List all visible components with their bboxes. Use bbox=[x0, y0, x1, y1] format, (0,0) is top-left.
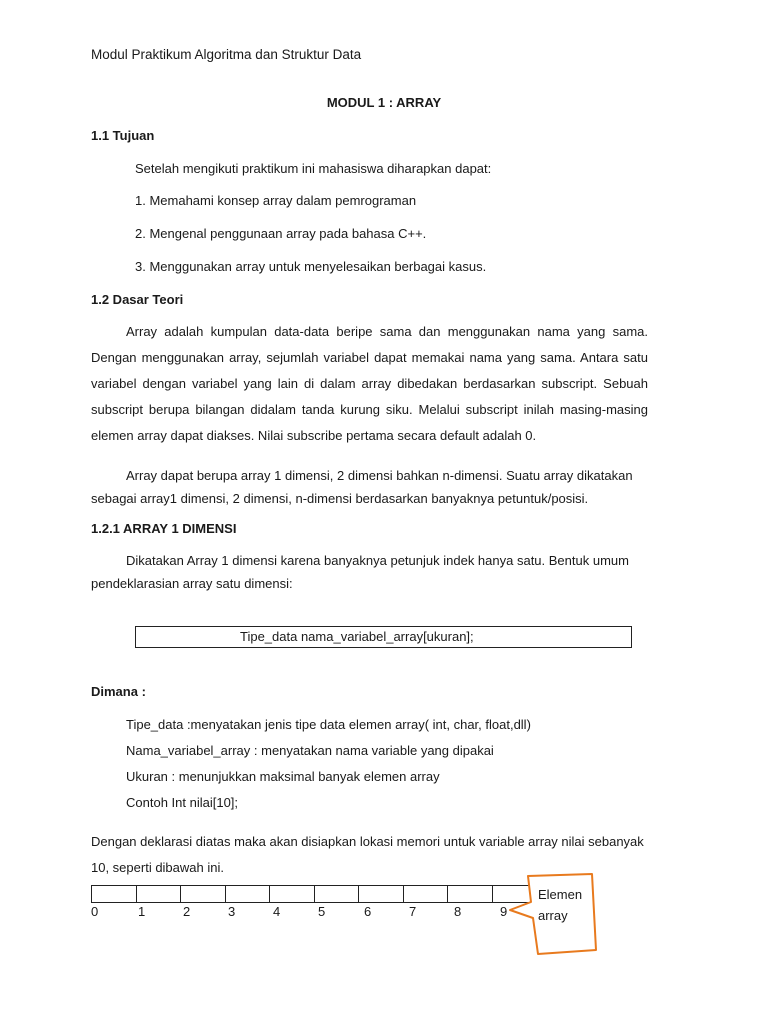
array-cells bbox=[91, 885, 537, 903]
array-cell bbox=[181, 886, 226, 903]
section-heading-dasar-teori: 1.2 Dasar Teori bbox=[91, 292, 184, 307]
definition-item: Ukuran : menunjukkan maksimal banyak elemen array bbox=[126, 769, 440, 784]
array-cell bbox=[314, 886, 359, 903]
array-index: 7 bbox=[409, 904, 417, 919]
section-heading-array-1-dimensi: 1.2.1 ARRAY 1 DIMENSI bbox=[91, 521, 237, 536]
array-index: 1 bbox=[138, 904, 146, 919]
array-index: 4 bbox=[273, 904, 281, 919]
page-title: MODUL 1 : ARRAY bbox=[326, 95, 442, 110]
goal-item: 3. Menggunakan array untuk menyelesaikan berbagai kasus. bbox=[135, 259, 487, 274]
array-1d-paragraph: Dikatakan Array 1 dimensi karena banyaknya petunjuk indek hanya satu. Bentuk umum pendeklarasian array satu dimensi: bbox=[91, 553, 629, 591]
theory-paragraph: Array adalah kumpulan data-data beripe sama dan menggunakan nama yang sama. Dengan menggunakan array, sejumlah variabel dapat memakai nama yang sama. Antara satu variabel dengan variabel yang lain di dalam array dibedakan berdasarkan subscript. Sebuah subscript berupa bilangan didalam tanda kurung siku. Melalui subscript inilah masing-masing elemen array dapat diakses. Nilai subscribe pertama secara default adalah 0. bbox=[91, 324, 648, 443]
callout-line: array bbox=[538, 908, 568, 923]
goals-intro: Setelah mengikuti praktikum ini mahasiswa diharapkan dapat: bbox=[135, 161, 492, 176]
array-index: 3 bbox=[228, 904, 236, 919]
array-cell bbox=[448, 886, 493, 903]
array-index: 6 bbox=[364, 904, 372, 919]
dimana-label: Dimana : bbox=[91, 684, 146, 699]
section-heading-tujuan: 1.1 Tujuan bbox=[91, 128, 155, 143]
definition-item: Tipe_data :menyatakan jenis tipe data elemen array( int, char, float,dll) bbox=[126, 717, 531, 732]
definition-item: Nama_variabel_array : menyatakan nama variable yang dipakai bbox=[126, 743, 494, 758]
theory-paragraph-2: Array dapat berupa array 1 dimensi, 2 dimensi bahkan n-dimensi. Suatu array dikatakan sebagai array1 dimensi, 2 dimensi, n-dimensi berdasarkan banyaknya petuntuk/posisi. bbox=[91, 468, 633, 506]
goal-item: 1. Memahami konsep array dalam pemrograman bbox=[135, 193, 417, 208]
closing-line-2: 10, seperti dibawah ini. bbox=[91, 860, 224, 875]
array-index: 8 bbox=[454, 904, 462, 919]
definition-item: Contoh Int nilai[10]; bbox=[126, 795, 239, 810]
array-index: 2 bbox=[183, 904, 191, 919]
array-index: 5 bbox=[318, 904, 326, 919]
syntax-text: Tipe_data nama_variabel_array[ukuran]; bbox=[240, 629, 474, 644]
array-cell bbox=[359, 886, 404, 903]
array-index: 9 bbox=[500, 904, 508, 919]
array-cell bbox=[92, 886, 137, 903]
goal-item: 2. Mengenal penggunaan array pada bahasa C++. bbox=[135, 226, 427, 241]
closing-line-1: Dengan deklarasi diatas maka akan disiapkan lokasi memori untuk variable array nilai sebanyak bbox=[91, 834, 644, 849]
array-index: 0 bbox=[91, 904, 99, 919]
array-cell bbox=[225, 886, 270, 903]
array-cell bbox=[403, 886, 448, 903]
callout-line: Elemen bbox=[538, 887, 583, 902]
callout-label bbox=[538, 884, 582, 926]
page-header: Modul Praktikum Algoritma dan Struktur Data bbox=[91, 47, 362, 62]
array-cell bbox=[136, 886, 181, 903]
syntax-box bbox=[135, 626, 632, 648]
array-cell bbox=[270, 886, 315, 903]
